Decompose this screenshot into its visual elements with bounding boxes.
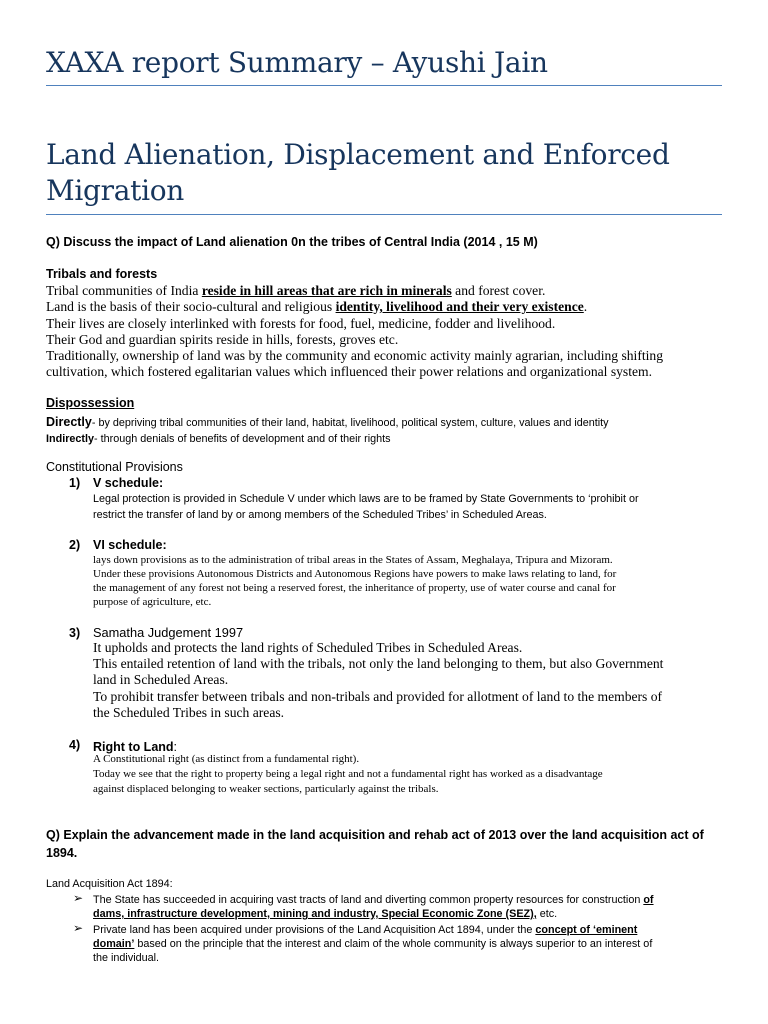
- item-title-v-schedule: V schedule:: [93, 476, 164, 490]
- laa-bullet-1-line-1: [93, 893, 654, 907]
- item-number: 3): [69, 626, 81, 640]
- right-to-land-line: Today we see that the right to property being a legal right and not a fundamental right has worked as a disadvantage: [93, 768, 603, 780]
- question-2-line-1: Q) Explain the advancement made in the land acquisition and rehab act of 2013 over the land acquisition act of: [46, 828, 704, 842]
- samatha-line: This entailed retention of land with the tribals, not only the land belonging to them, but also Government: [93, 656, 664, 671]
- arrow-bullet-icon: ➢: [73, 891, 84, 905]
- emphasis-run: of: [643, 894, 654, 906]
- tribals-line-3: Their lives are closely interlinked with forests for food, fuel, medicine, fodder and livelihood.: [46, 316, 556, 331]
- question-1: Q) Discuss the impact of Land alienation 0n the tribes of Central India (2014 , 15 M): [46, 235, 538, 249]
- text-run: etc.: [536, 908, 558, 920]
- right-to-land-line: against displaced belonging to weaker sections, particularly against the tribals.: [93, 783, 439, 795]
- tribals-line-1: [46, 283, 545, 299]
- question-2-line-2: 1894.: [46, 846, 78, 860]
- text-run: .: [583, 299, 588, 314]
- samatha-line: To prohibit transfer between tribals and non-tribals and provided for allotment of land to the members of: [93, 689, 663, 704]
- text-run: Private land has been acquired under provisions of the Land Acquisition Act 1894, under the: [93, 924, 536, 936]
- section-rule: [46, 214, 722, 215]
- emphasis-run: dams, infrastructure development, mining and industry, Special Economic Zone (SEZ),: [93, 908, 537, 920]
- item-number: 2): [69, 538, 81, 552]
- v-schedule-line: Legal protection is provided in Schedule V under which laws are to be framed by State Governments to ‘prohibit or: [93, 493, 639, 505]
- vi-schedule-line: purpose of agriculture, etc.: [93, 596, 212, 608]
- samatha-line: It upholds and protects the land rights of Scheduled Tribes in Scheduled Areas.: [93, 640, 523, 655]
- text-run: Tribal communities of India: [46, 283, 202, 298]
- vi-schedule-line: lays down provisions as to the administration of tribal areas in the States of Assam, Meghalaya, Tripura and Mizoram.: [93, 554, 613, 566]
- samatha-line: the Scheduled Tribes in such areas.: [93, 705, 285, 720]
- emphasis-run: domain’: [93, 938, 135, 950]
- emphasis-run: identity, livelihood and their very existence: [335, 299, 584, 314]
- tribals-line-6: cultivation, which fostered egalitarian values which influenced their power relations and organizational system.: [46, 364, 652, 379]
- indirectly-label: Indirectly: [46, 433, 95, 445]
- emphasis-run: concept of ‘eminent: [535, 924, 638, 936]
- tribals-line-5: Traditionally, ownership of land was by the community and economic activity mainly agrarian, including shifting: [46, 348, 664, 363]
- v-schedule-line: restrict the transfer of land by or among members of the Scheduled Tribes’ in Scheduled Areas.: [93, 509, 547, 521]
- emphasis-run: reside in hill areas that are rich in minerals: [201, 283, 452, 298]
- item-number: 1): [69, 476, 81, 490]
- tribals-heading: Tribals and forests: [46, 267, 158, 281]
- laa-bullet-1-line-2: [93, 907, 557, 921]
- item-title-vi-schedule: VI schedule:: [93, 538, 167, 552]
- dispossession-heading: Dispossession: [46, 396, 135, 410]
- right-to-land-title: Right to Land: [93, 740, 174, 754]
- section-title-line1: Land Alienation, Displacement and Enforced: [46, 138, 670, 171]
- arrow-bullet-icon: ➢: [73, 921, 84, 935]
- document-title: XAXA report Summary – Ayushi Jain: [46, 46, 548, 79]
- tribals-line-2: [46, 299, 587, 315]
- text-run: and forest cover.: [451, 283, 546, 298]
- directly-text: - by depriving tribal communities of their land, habitat, livelihood, political system, culture, values and identity: [91, 417, 609, 429]
- vi-schedule-line: Under these provisions Autonomous Districts and Autonomous Regions have powers to make laws relating to land, for: [93, 568, 617, 580]
- title-suffix: :: [173, 740, 178, 754]
- dispossession-indirectly: [46, 429, 391, 447]
- item-title-samatha: Samatha Judgement 1997: [93, 625, 244, 640]
- right-to-land-line: A Constitutional right (as distinct from a fundamental right).: [93, 753, 360, 765]
- laa-bullet-2-line-1: [93, 923, 637, 937]
- directly-label: Directly: [46, 415, 92, 429]
- text-run: based on the principle that the interest and claim of the whole community is always superior to an interest of: [134, 938, 653, 950]
- text-run: The State has succeeded in acquiring vast tracts of land and diverting common property resources for construction: [93, 894, 644, 906]
- text-run: Land is the basis of their socio-cultural and religious: [46, 299, 336, 314]
- title-rule: [46, 85, 722, 86]
- indirectly-text: - through denials of benefits of development and of their rights: [94, 433, 391, 445]
- constitutional-heading: Constitutional Provisions: [46, 460, 183, 474]
- samatha-line: land in Scheduled Areas.: [93, 672, 229, 687]
- section-title-line2: Migration: [46, 174, 185, 207]
- vi-schedule-line: the management of any forest not being a reserved forest, the inheritance of property, use of water course and canal for: [93, 582, 616, 594]
- laa-heading: Land Acquisition Act 1894:: [46, 878, 173, 890]
- laa-bullet-2-line-2: [93, 937, 652, 951]
- laa-bullet-2-line-3: the individual.: [93, 952, 160, 964]
- item-number: 4): [69, 738, 81, 752]
- tribals-line-4: Their God and guardian spirits reside in hills, forests, groves etc.: [46, 332, 399, 347]
